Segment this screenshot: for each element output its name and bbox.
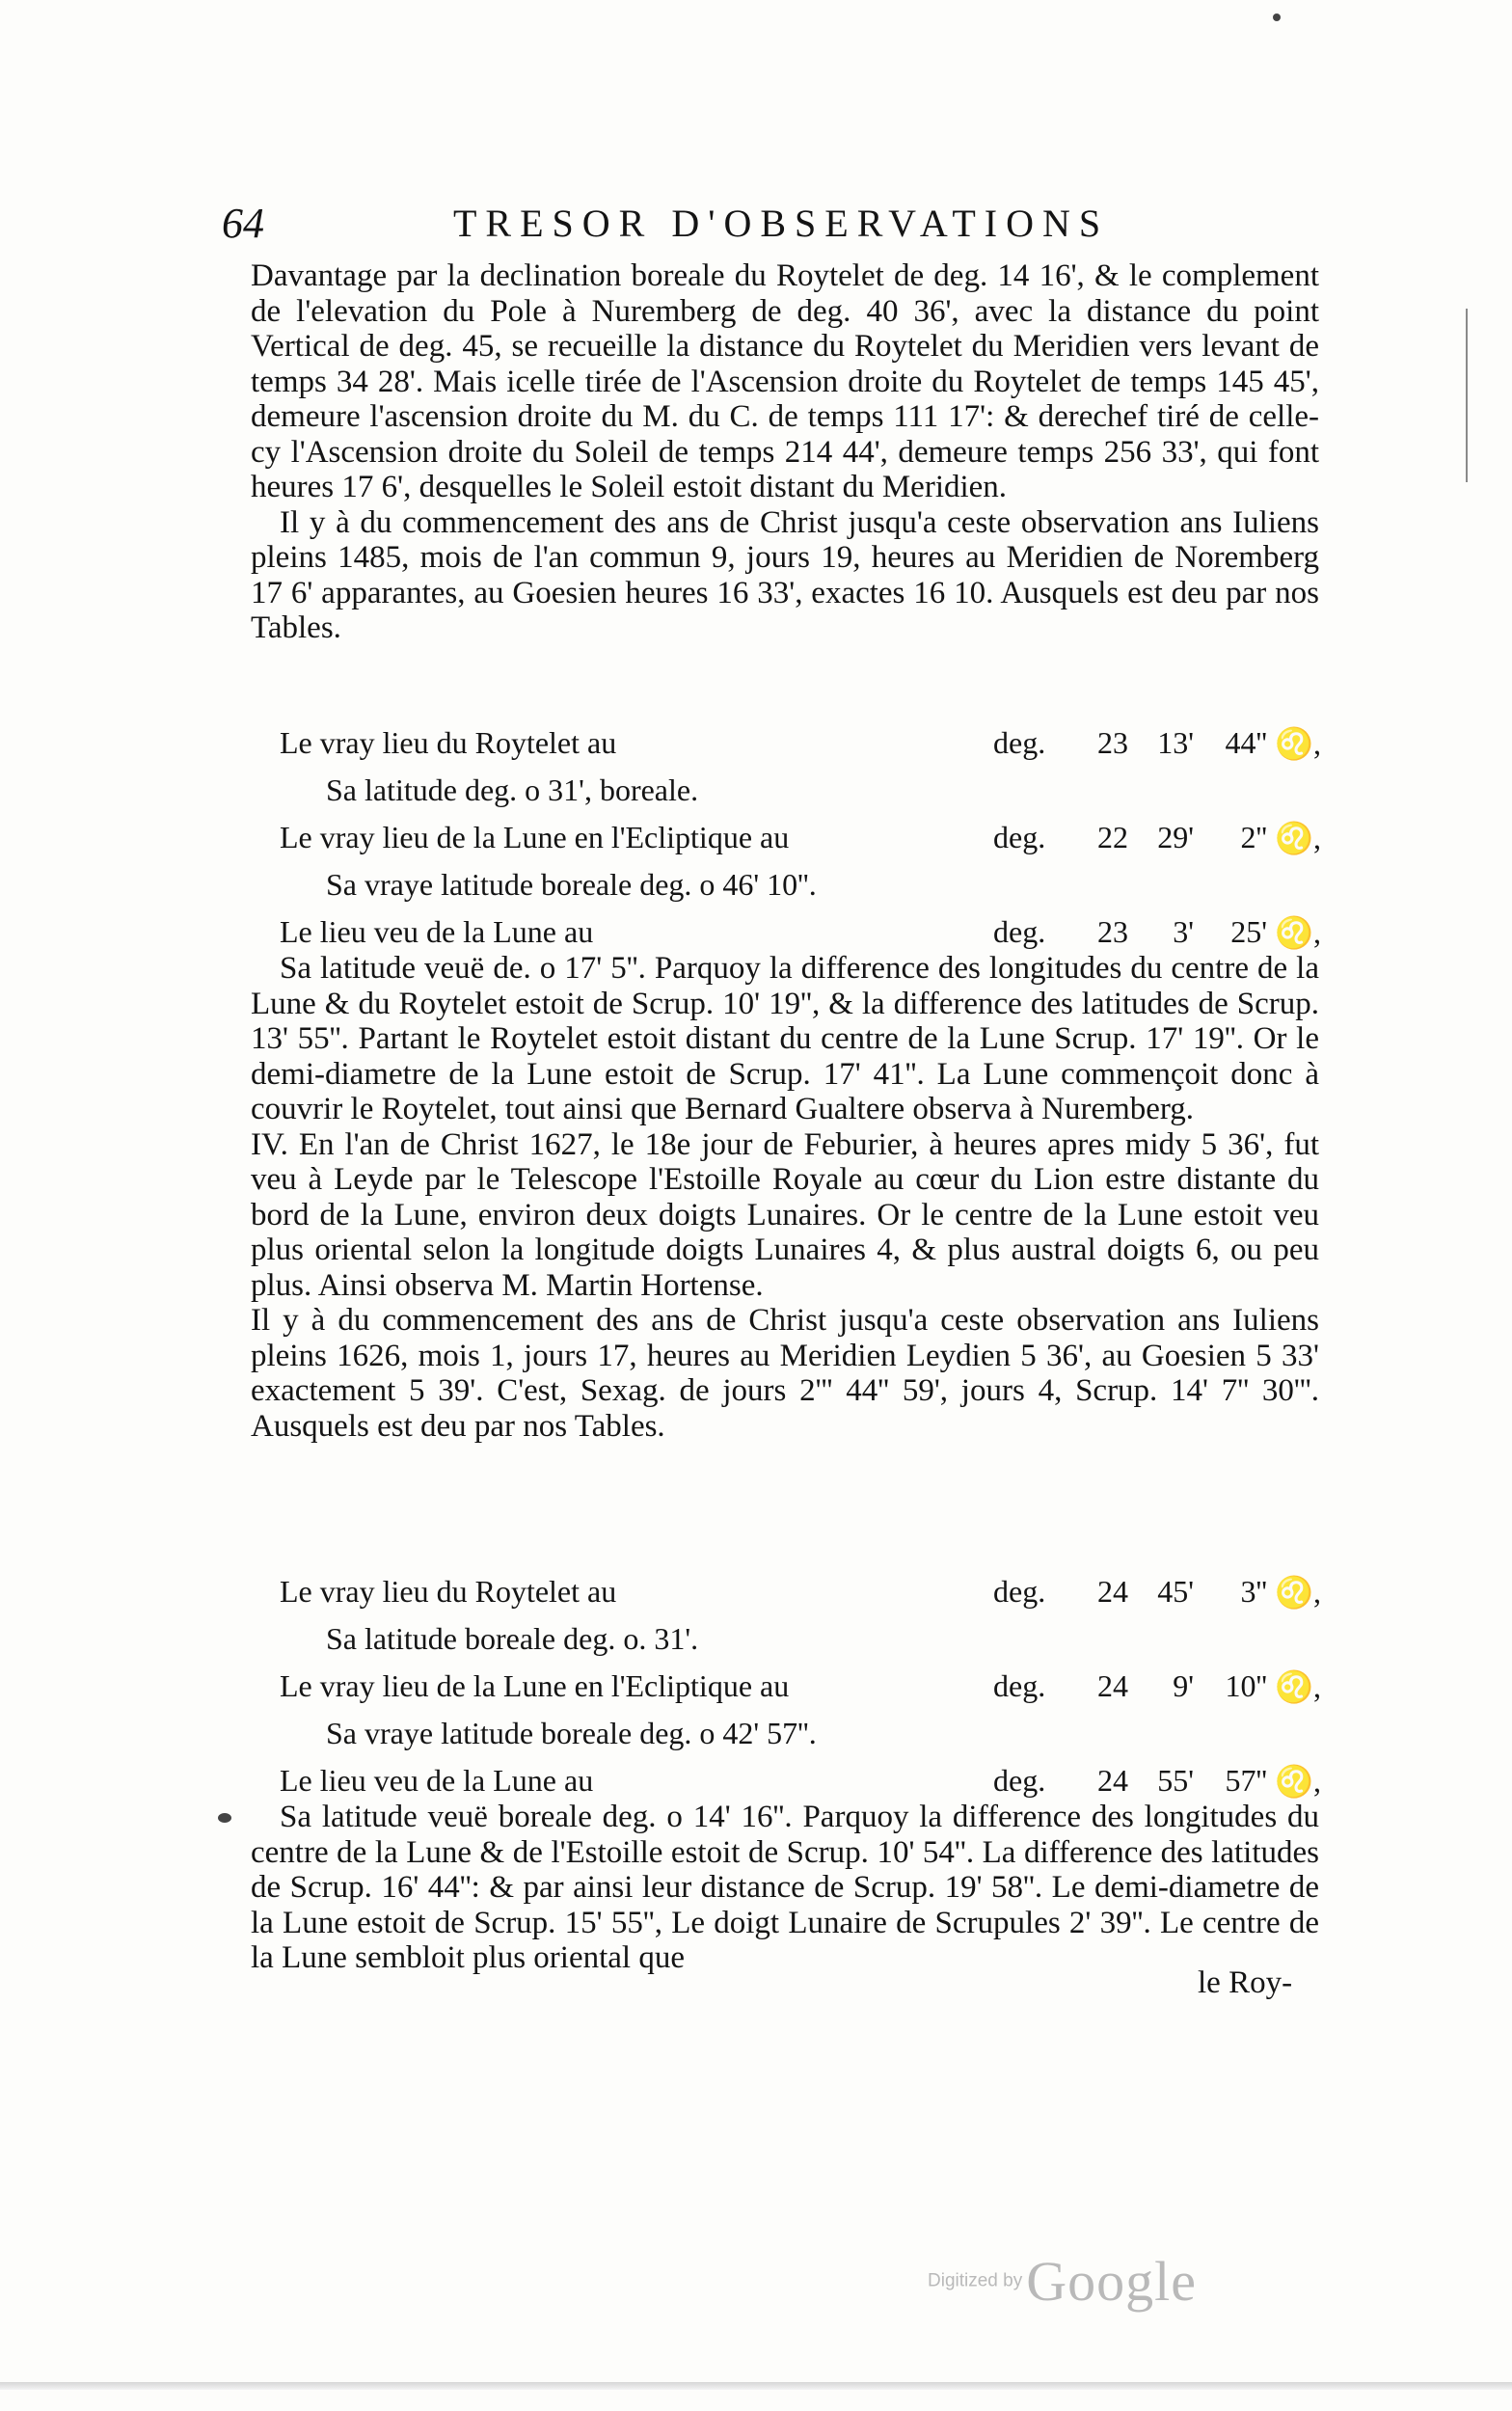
table-row: Sa latitude boreale deg. o. 31'. [326,1621,699,1656]
running-title: TRESOR D'OBSERVATIONS [453,202,1110,245]
digitized-watermark [928,2249,1197,2314]
text-block-top [251,258,1319,646]
paragraph: Sa latitude veuë boreale deg. o 14' 16''. Parquoy la difference des longitudes du centre de la Lune & de l'Estoille estoit de Scrup. 10' 54''. La difference des latitudes de Scrup. 16' 44'': & par ainsi leur distance de Scrup. 19' 58''. Le demi-diametre de la Lune estoit de Scrup. 15' 55'', Le doigt Lunaire de Scrupules 2' 39''. Le centre de la Lune sembloit plus oriental que [251,1800,1319,1975]
table-row: Sa vraye latitude boreale deg. o 46' 10''. [326,867,817,902]
paragraph: Sa latitude veuë de. o 17' 5''. Parquoy la difference des longitudes du centre de la Lune & du Roytelet estoit de Scrup. 10' 19'', & la difference des latitudes de Scrup. 13' 55''. Partant le Roytelet estoit distant du centre de la Lune Scrup. 17' 19''. Or le demi-diametre de la Lune estoit de Scrup. 17' 41''. La Lune commençoit donc à couvrir le Roytelet, tout ainsi que Bernard Gualtere observa à Nuremberg. [251,951,1319,1126]
ink-blot [218,1813,231,1823]
ink-blot [1273,14,1281,21]
table-row: Le lieu veu de la Lune au deg. 23 3' 25' ♌, [280,914,1321,950]
catchword: le Roy- [1198,1965,1293,2000]
table-row: Sa latitude deg. o 31', boreale. [326,772,699,807]
ephemeris-table-2 [280,1574,1321,1810]
paragraph: Il y à du commencement des ans de Christ jusqu'a ceste observation ans Iuliens pleins 1485, mois de l'an commun 9, jours 19, heures au Meridien de Noremberg 17 6' apparantes, au Goesien heures 16 33', exactes 16 10. Ausquels est deu par nos Tables. [251,504,1319,645]
watermark-prefix: Digitized by [928,2270,1023,2291]
table-row: Le vray lieu de la Lune en l'Ecliptique au deg. 22 29' 2'' ♌, [280,820,1321,855]
paragraph: Il y à du commencement des ans de Christ jusqu'a ceste observation ans Iuliens pleins 1626, mois 1, jours 17, heures au Meridien Leydien 5 36', au Goesien 5 33' exactement 5 39'. C'est, Sexag. de jours 2''' 44'' 59', jours 4, Scrup. 14' 7'' 30'''. Ausquels est deu par nos Tables. [251,1303,1319,1444]
ephemeris-table-1 [280,725,1321,962]
text-block-middle [251,951,1319,1444]
text-block-bottom [251,1800,1319,1976]
table-row: Le vray lieu du Roytelet au deg. 24 45' 3'' ♌, [280,1574,1321,1610]
page-header [222,199,1186,249]
table-row: Le vray lieu de la Lune en l'Ecliptique au deg. 24 9' 10'' ♌, [280,1668,1321,1704]
table-row: Le vray lieu du Roytelet au deg. 23 13' 44'' ♌, [280,725,1321,761]
paragraph: Davantage par la declination boreale du Roytelet de deg. 14 16', & le complement de l'elevation du Pole à Nuremberg de deg. 40 36', avec la distance du point Vertical de deg. 45, se recueille la distance du Roytelet du Meridien vers levant de temps 34 28'. Mais icelle tirée de l'Ascension droite du Roytelet de temps 145 45', demeure l'ascension droite du M. du C. de temps 111 17': & derechef tiré de celle-cy l'Ascension droite du Soleil de temps 214 44', demeure temps 256 33', qui font heures 17 6', desquelles le Soleil estoit distant du Meridien. [251,258,1319,504]
page-edge [0,2382,1512,2390]
margin-rule [1466,309,1468,482]
table-row: Sa vraye latitude boreale deg. o 42' 57''. [326,1716,817,1750]
paragraph: IV. En l'an de Christ 1627, le 18e jour de Feburier, à heures apres midy 5 36', fut veu à Leyde par le Telescope l'Estoille Royale au cœur du Lion estre distante du bord de la Lune, environ deux doigts Lunaires. Or le centre de la Lune estoit veu plus oriental selon la longitude doigts Lunaires 4, & plus austral doigts 6, ou peu plus. Ainsi observa M. Martin Hortense. [251,1126,1319,1303]
table-row: Le lieu veu de la Lune au deg. 24 55' 57'' ♌, [280,1763,1321,1799]
google-logo: Google [1026,2250,1197,2313]
page-number: 64 [222,200,264,247]
